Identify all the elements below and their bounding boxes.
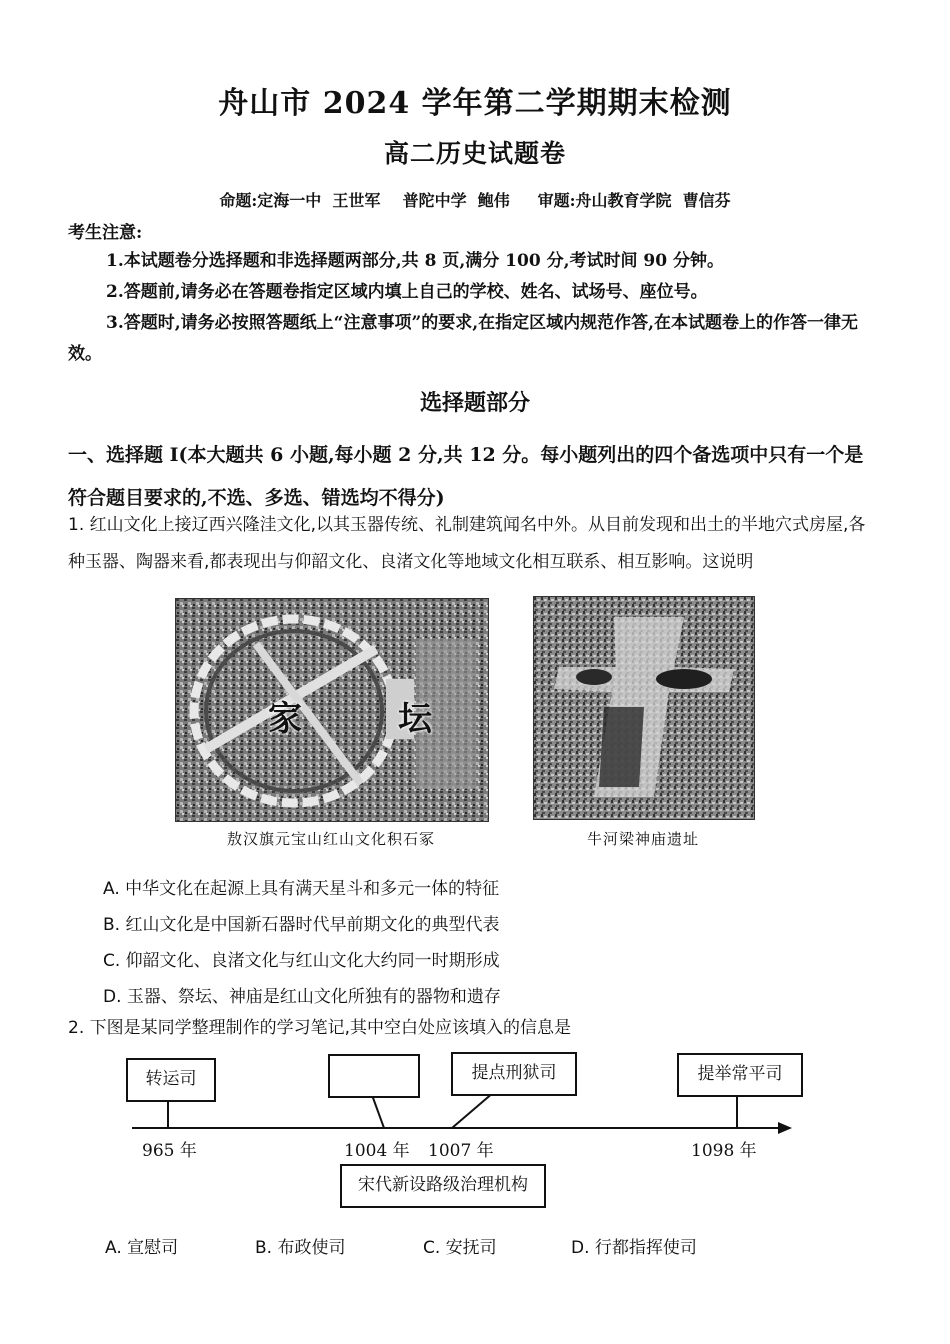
timeline-year-1098: 1098 年 (691, 1141, 757, 1161)
cairn-label-right: 坛 (398, 699, 432, 739)
q2-stem: 2. 下图是某同学整理制作的学习笔记,其中空白处应该填入的信息是 (68, 1018, 572, 1038)
section-title: 选择题部分 (419, 390, 530, 416)
q2-option-d[interactable]: D. 行都指挥使司 (571, 1238, 697, 1258)
q1-stem: 1. 红山文化上接辽西兴隆洼文化,以其玉器传统、礼制建筑闻名中外。从目前发现和出土的半地穴式房屋,各种玉器、陶器来看,都表现出与仰韶文化、良渚文化等地域文化相互联系、相互影响。这说明 (68, 515, 866, 572)
timeline-box-blank[interactable] (328, 1054, 420, 1098)
cairn-label-left: 家 (268, 699, 302, 739)
q1-image-cairn (175, 598, 489, 822)
q1-image-temple-caption: 牛河梁神庙遗址 (586, 830, 699, 848)
q2-option-c[interactable]: C. 安抚司 (423, 1238, 497, 1258)
timeline-box-tidianxingyusi: 提点刑狱司 (451, 1052, 577, 1096)
q2-option-b[interactable]: B. 布政使司 (255, 1238, 346, 1258)
q1-option-a[interactable]: A. 中华文化在起源上具有满天星斗和多元一体的特征 (103, 879, 500, 899)
authors-line: 命题:定海一中 王世军 普陀中学 鲍伟 审题:舟山教育学院 曹信芬 (219, 191, 731, 210)
notice-heading: 考生注意: (68, 223, 143, 243)
exam-title: 舟山市 2024 学年第二学期期末检测 (218, 86, 732, 121)
part-heading: 一、选择题 I(本大题共 6 小题,每小题 2 分,共 12 分。每小题列出的四个备选项中只有一个是符合题目要求的,不选、多选、错选均不得分) (68, 444, 864, 509)
q1-image-temple (533, 596, 755, 820)
q1-option-b[interactable]: B. 红山文化是中国新石器时代早前期文化的典型代表 (103, 915, 500, 935)
temple-photo-graphic (534, 597, 754, 819)
cairn-photo-graphic (176, 599, 488, 821)
timeline-year-1004: 1004 年 (344, 1141, 410, 1161)
q1-option-d[interactable]: D. 玉器、祭坛、神庙是红山文化所独有的器物和遗存 (103, 987, 501, 1007)
notice-item-2: 2.答题前,请务必在答题卷指定区域内填上自己的学校、姓名、试场号、座位号。 (106, 282, 708, 302)
notice-item-1: 1.本试题卷分选择题和非选择题两部分,共 8 页,满分 100 分,考试时间 90 分钟。 (106, 251, 724, 271)
exam-subtitle: 高二历史试题卷 (383, 139, 566, 168)
timeline-box-tijuchangpingsi: 提举常平司 (677, 1053, 803, 1097)
timeline-box-zhuanyunsi: 转运司 (126, 1058, 216, 1102)
timeline-bottom-label: 宋代新设路级治理机构 (340, 1164, 546, 1208)
q1-option-c[interactable]: C. 仰韶文化、良渚文化与红山文化大约同一时期形成 (103, 951, 500, 971)
notice-item-3: 3.答题时,请务必按照答题纸上“注意事项”的要求,在指定区域内规范作答,在本试题卷上的作答一律无效。 (68, 313, 859, 364)
timeline-year-1007: 1007 年 (428, 1141, 494, 1161)
q1-image-cairn-caption: 敖汉旗元宝山红山文化积石冢 (226, 830, 435, 848)
q2-option-a[interactable]: A. 宣慰司 (105, 1238, 179, 1258)
timeline-year-965: 965 年 (142, 1141, 197, 1161)
